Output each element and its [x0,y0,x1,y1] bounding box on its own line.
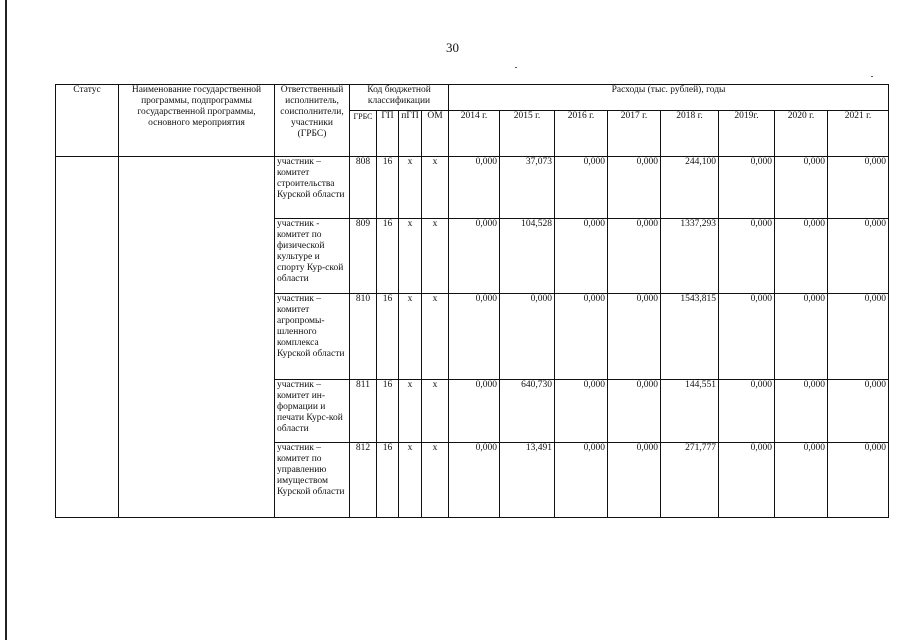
executor-cell: участник – комитет агропромы-шленного комплекса Курской области [275,294,350,380]
value-cell: 0,000 [608,294,661,380]
value-cell: 104,528 [500,219,555,294]
gp-cell: 16 [377,219,399,294]
value-cell: 0,000 [449,294,500,380]
value-cell: 0,000 [500,294,555,380]
value-cell: 0,000 [608,380,661,443]
value-cell: 0,000 [449,157,500,219]
value-cell: 0,000 [828,157,889,219]
value-cell: 0,000 [828,443,889,518]
header-year: 2017 г. [608,111,661,157]
value-cell: 0,000 [449,443,500,518]
pgp-cell: х [399,443,422,518]
header-om: ОМ [422,111,449,157]
value-cell: 0,000 [608,219,661,294]
value-cell: 0,000 [719,380,775,443]
value-cell: 0,000 [828,380,889,443]
scan-speck [515,67,517,68]
header-grbs: ГРБС [350,111,377,157]
name-cell [119,157,275,518]
header-year: 2015 г. [500,111,555,157]
value-cell: 0,000 [775,219,828,294]
header-year: 2018 г. [661,111,719,157]
table-row [56,157,889,219]
header-executor: Ответственный исполнитель, соисполнители, участники (ГРБС) [275,85,350,157]
executor-cell: участник – комитет по управлению имуществом Курской области [275,443,350,518]
gp-cell: 16 [377,294,399,380]
value-cell: 0,000 [719,157,775,219]
value-cell: 0,000 [555,219,608,294]
value-cell: 0,000 [555,380,608,443]
om-cell: х [422,294,449,380]
executor-cell: участник – комитет ин-формации и печати Курс-кой области [275,380,350,443]
om-cell: х [422,157,449,219]
value-cell: 0,000 [608,157,661,219]
value-cell: 0,000 [719,219,775,294]
header-name: Наименование государственной программы, подпрограммы государственной программы, основного мероприятия [119,85,275,157]
header-year: 2016 г. [555,111,608,157]
value-cell: 13,491 [500,443,555,518]
header-year: 2021 г. [828,111,889,157]
value-cell: 640,730 [500,380,555,443]
header-expenses: Расходы (тыс. рублей), годы [449,85,889,111]
grbs-cell: 808 [350,157,377,219]
value-cell: 0,000 [775,443,828,518]
grbs-cell: 810 [350,294,377,380]
value-cell: 0,000 [555,294,608,380]
value-cell: 271,777 [661,443,719,518]
value-cell: 0,000 [555,157,608,219]
value-cell: 1337,293 [661,219,719,294]
value-cell: 144,551 [661,380,719,443]
executor-cell: участник - комитет по физической культуре и спорту Кур-ской области [275,219,350,294]
grbs-cell: 809 [350,219,377,294]
scan-speck [871,76,873,77]
budget-table [55,84,889,518]
gp-cell: 16 [377,443,399,518]
page-edge [5,0,7,640]
value-cell: 0,000 [775,294,828,380]
value-cell: 0,000 [555,443,608,518]
header-year: 2014 г. [449,111,500,157]
om-cell: х [422,443,449,518]
value-cell: 0,000 [449,380,500,443]
gp-cell: 16 [377,380,399,443]
value-cell: 0,000 [719,294,775,380]
value-cell: 0,000 [828,219,889,294]
executor-cell: участник – комитет строительства Курской области [275,157,350,219]
header-row-top [56,85,889,111]
pgp-cell: х [399,294,422,380]
value-cell: 0,000 [719,443,775,518]
value-cell: 0,000 [608,443,661,518]
header-budget-code: Код бюджетной классификации [350,85,449,111]
pgp-cell: х [399,157,422,219]
om-cell: х [422,219,449,294]
value-cell: 0,000 [828,294,889,380]
value-cell: 37,073 [500,157,555,219]
header-status: Статус [56,85,119,157]
value-cell: 0,000 [449,219,500,294]
grbs-cell: 812 [350,443,377,518]
value-cell: 1543,815 [661,294,719,380]
gp-cell: 16 [377,157,399,219]
header-year: 2020 г. [775,111,828,157]
header-year: 2019г. [719,111,775,157]
value-cell: 0,000 [775,157,828,219]
pgp-cell: х [399,380,422,443]
om-cell: х [422,380,449,443]
pgp-cell: х [399,219,422,294]
grbs-cell: 811 [350,380,377,443]
status-cell [56,157,119,518]
page-number: 30 [446,40,459,55]
header-gp: ГП [377,111,399,157]
value-cell: 244,100 [661,157,719,219]
header-pgp: пГП [399,111,422,157]
value-cell: 0,000 [775,380,828,443]
